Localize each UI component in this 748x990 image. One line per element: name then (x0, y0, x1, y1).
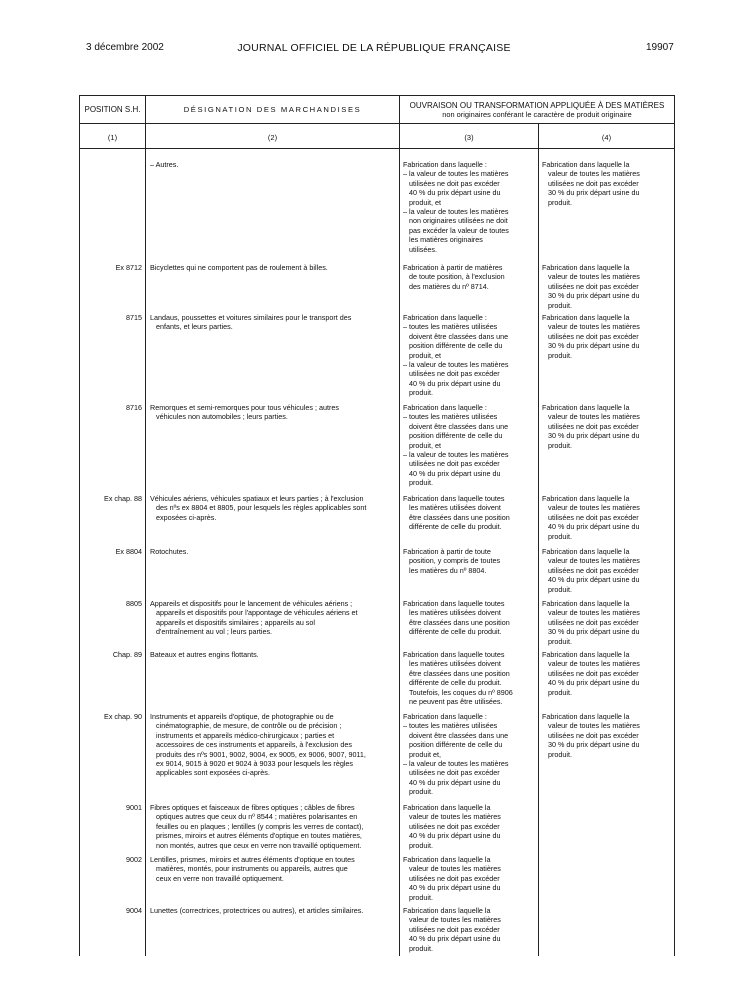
position-code: Ex 8712 (115, 263, 142, 272)
position-code: Chap. 89 (112, 650, 142, 659)
position-code: Ex chap. 88 (104, 494, 142, 503)
rule-col3: Fabrication dans laquelle la valeur de toutes les matières utilisées ne doit pas excéder 40 % du prix départ usine du produit. (403, 855, 501, 902)
rule-col3: Fabrication dans laquelle toutes les matières utilisées doivent être classées dans une position différente de celle du produit. (403, 494, 510, 532)
rule-col4: Fabrication dans laquelle la valeur de toutes les matières utilisées ne doit pas excéder 30 % du prix départ usine du produit. (542, 263, 640, 310)
designation: Lunettes (correctrices, protectrices ou autres), et articles similaires. (150, 906, 364, 915)
position-code: Ex 8804 (115, 547, 142, 556)
designation: Appareils et dispositifs pour le lancement de véhicules aériens ; appareils et dispositifs pour l'appontage de véhicules aériens et appareils et dispositifs similaires ; appareils au sol d'entraînement au vol ; leurs parties. (150, 599, 358, 637)
rule-col4: Fabrication dans laquelle la valeur de toutes les matières utilisées ne doit pas excéder 30 % du prix départ usine du produit. (542, 313, 640, 360)
rule-col4: Fabrication dans laquelle la valeur de toutes les matières utilisées ne doit pas excéder 40 % du prix départ usine du produit. (542, 650, 640, 697)
rule-col4: Fabrication dans laquelle la valeur de toutes les matières utilisées ne doit pas excéder 30 % du prix départ usine du produit. (542, 712, 640, 759)
rule-col3: Fabrication à partir de toute position, y compris de toutes les matières du nº 8804. (403, 547, 501, 575)
rule-col3: Fabrication dans laquelle la valeur de toutes les matières utilisées ne doit pas excéder 40 % du prix départ usine du produit. (403, 803, 501, 850)
col1-number: (1) (107, 133, 118, 142)
col-divider-3 (538, 123, 539, 956)
rule-col4: Fabrication dans laquelle la valeur de toutes les matières utilisées ne doit pas excéder 30 % du prix départ usine du produit. (542, 160, 640, 207)
rules-table (79, 95, 675, 956)
designation: Bicyclettes qui ne comportent pas de roulement à billes. (150, 263, 328, 272)
col-divider-2 (399, 96, 400, 956)
designation: Instruments et appareils d'optique, de photographie ou de cinématographie, de mesure, de contrôle ou de précision ; instruments et appareils médico-chirurgicaux ; parties et accessoires de ces instruments et appareils, à l'exclusion des produits des nºs 9001, 9002, 9004, ex 9005, ex 9006, 9007, 9011, ex 9014, 9015 à 9020 et 9024 à 9033 pour lesquels les règles applicables sont exposées ci-après. (150, 712, 366, 778)
col-divider-1 (145, 96, 146, 956)
position-code: 9002 (126, 855, 142, 864)
col2-heading: DÉSIGNATION DES MARCHANDISES (183, 105, 362, 114)
rule-col4: Fabrication dans laquelle la valeur de toutes les matières utilisées ne doit pas excéder 40 % du prix départ usine du produit. (542, 494, 640, 541)
col34-subheading: non originaires conférant le caractère de produit originaire (442, 110, 632, 119)
page-number: 19907 (646, 42, 674, 53)
designation: Fibres optiques et faisceaux de fibres optiques ; câbles de fibres optiques autres que ceux du nº 8544 ; matières polarisantes en feuilles ou en plaques ; lentilles (y compris les verres de contact), prismes, miroirs et autres éléments d'optique en toutes matières, non montés, autres que ceux en verre non travaillé optiquement. (150, 803, 364, 850)
rule-col3: Fabrication dans laquelle : – la valeur de toutes les matières utilisées ne doit pas excéder 40 % du prix départ usine du produit, et – la valeur de toutes les matières non originaires utilisées ne doit pas excéder la valeur de toutes les matières originaires utilisées. (403, 160, 509, 254)
col1-heading: POSITION S.H. (84, 105, 141, 114)
col34-heading: OUVRAISON OU TRANSFORMATION APPLIQUÉE À DES MATIÈRES (409, 101, 665, 110)
rule-col3: Fabrication à partir de matières de toute position, à l'exclusion des matières du nº 8714. (403, 263, 505, 291)
position-code: 9004 (126, 906, 142, 915)
rule-col3: Fabrication dans laquelle la valeur de toutes les matières utilisées ne doit pas excéder 40 % du prix départ usine du produit. (403, 906, 501, 953)
rule-col3: Fabrication dans laquelle : – toutes les matières utilisées doivent être classées dans une position différente de celle du produit et, – la valeur de toutes les matières utilisées ne doit pas excéder 40 % du prix départ usine du produit. (403, 712, 509, 797)
rule-col3: Fabrication dans laquelle toutes les matières utilisées doivent être classées dans une position différente de celle du produit. (403, 599, 510, 637)
header-date: 3 décembre 2002 (86, 42, 164, 53)
position-code: 8716 (126, 403, 142, 412)
col4-number: (4) (601, 133, 612, 142)
rule-col4: Fabrication dans laquelle la valeur de toutes les matières utilisées ne doit pas excéder 40 % du prix départ usine du produit. (542, 547, 640, 594)
rule-col3: Fabrication dans laquelle : – toutes les matières utilisées doivent être classées dans une position différente de celle du produit, et – la valeur de toutes les matières utilisées ne doit pas excéder 40 % du prix départ usine du produit. (403, 313, 509, 398)
designation: Landaus, poussettes et voitures similaires pour le transport des enfants, et leurs parties. (150, 313, 352, 332)
header-rule-2 (80, 148, 674, 149)
header-title: JOURNAL OFFICIEL DE LA RÉPUBLIQUE FRANÇAISE (237, 42, 511, 54)
designation: – Autres. (150, 160, 179, 169)
designation: Véhicules aériens, véhicules spatiaux et leurs parties ; à l'exclusion des nºs ex 8804 et 8805, pour lesquels les règles applicables sont exposées ci-après. (150, 494, 367, 522)
rule-col3: Fabrication dans laquelle toutes les matières utilisées doivent être classées dans une position différente de celle du produit. Toutefois, les coques du nº 8906 ne peuvent pas être utilisées. (403, 650, 513, 707)
designation: Remorques et semi-remorques pour tous véhicules ; autres véhicules non automobiles ; leurs parties. (150, 403, 339, 422)
position-code: 8805 (126, 599, 142, 608)
position-code: 8715 (126, 313, 142, 322)
header-rule-1 (80, 123, 674, 124)
col2-number: (2) (267, 133, 278, 142)
position-code: 9001 (126, 803, 142, 812)
designation: Rotochutes. (150, 547, 189, 556)
col3-number: (3) (464, 133, 474, 142)
designation: Lentilles, prismes, miroirs et autres éléments d'optique en toutes matières, montés, pour instruments ou appareils, autres que ceux en verre non travaillé optiquement. (150, 855, 355, 883)
position-code: Ex chap. 90 (104, 712, 142, 721)
designation: Bateaux et autres engins flottants. (150, 650, 259, 659)
rule-col4: Fabrication dans laquelle la valeur de toutes les matières utilisées ne doit pas excéder 30 % du prix départ usine du produit. (542, 403, 640, 450)
rule-col3: Fabrication dans laquelle : – toutes les matières utilisées doivent être classées dans une position différente de celle du produit, et – la valeur de toutes les matières utilisées ne doit pas excéder 40 % du prix départ usine du produit. (403, 403, 509, 488)
rule-col4: Fabrication dans laquelle la valeur de toutes les matières utilisées ne doit pas excéder 30 % du prix départ usine du produit. (542, 599, 640, 646)
